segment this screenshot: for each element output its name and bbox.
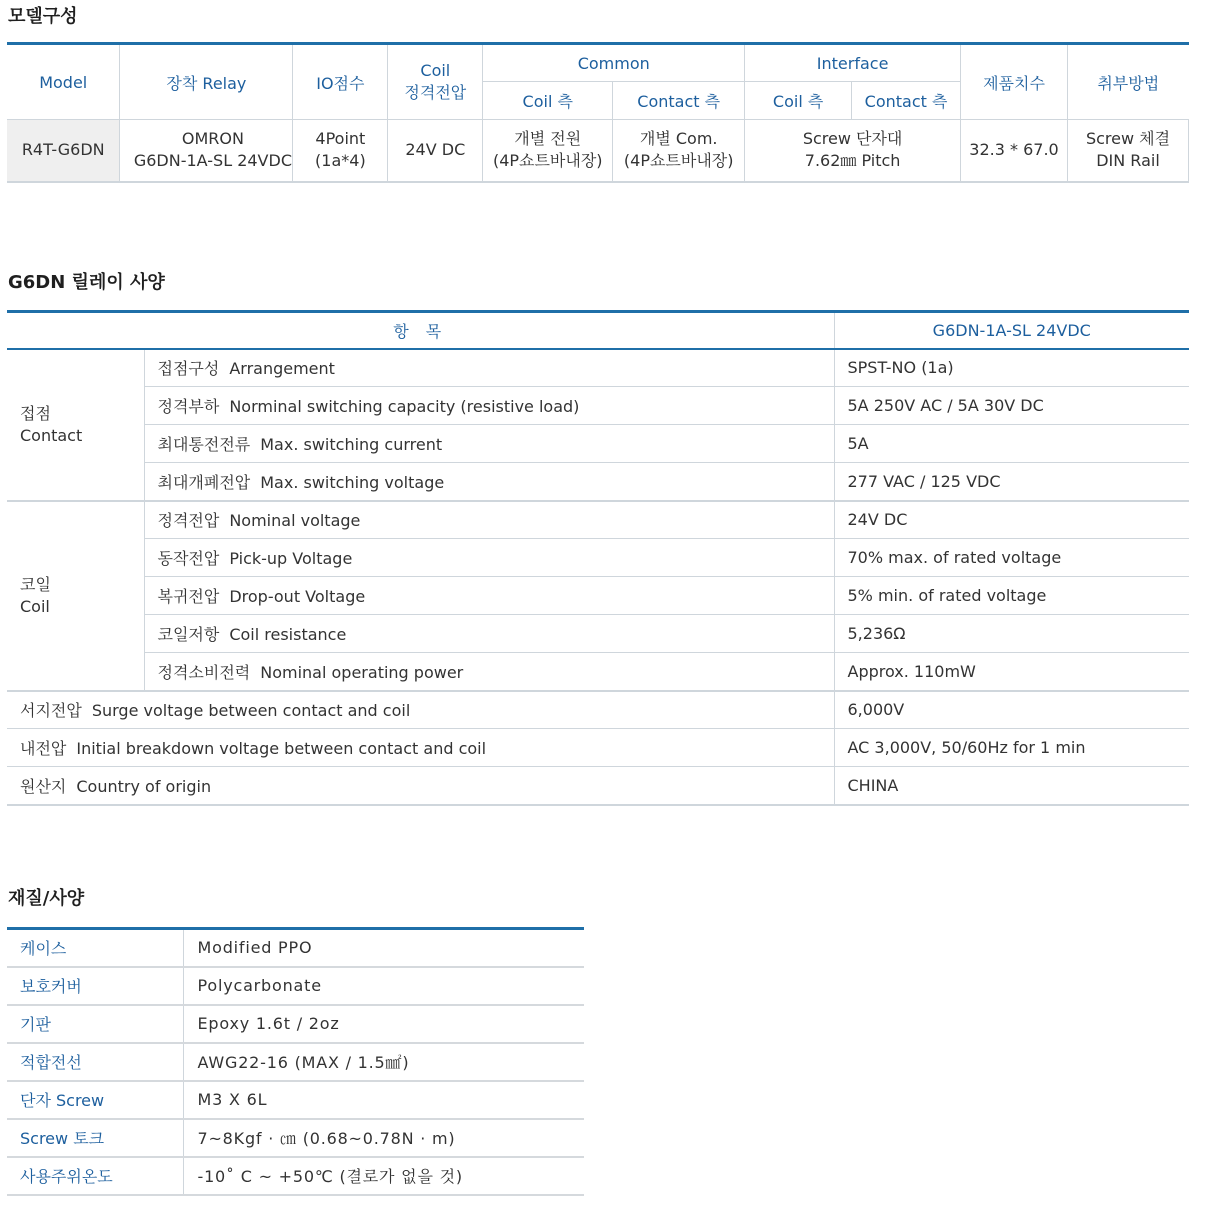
material-key: 단자 Screw — [7, 1081, 183, 1119]
spec-row — [7, 539, 1189, 577]
spec-item — [7, 767, 834, 805]
material-value: Epoxy 1.6t / 2oz — [183, 1005, 584, 1043]
group-coil-en: Coil — [20, 596, 50, 616]
common-contact-line2: (4P쇼트바내장) — [623, 151, 734, 171]
spec-item-ko: 내전압 — [20, 739, 67, 758]
material-value: -10˚ C ~ +50℃ (결로가 없을 것) — [183, 1157, 584, 1195]
material-row — [7, 929, 584, 967]
spec-row — [7, 767, 1189, 805]
spec-row — [7, 691, 1189, 729]
spec-item-ko: 정격부하 — [157, 397, 220, 416]
spec-row — [7, 425, 1189, 463]
header-common: Common — [483, 44, 745, 82]
model-table — [7, 42, 1189, 183]
group-contact-en: Contact — [20, 425, 83, 445]
spec-row — [7, 729, 1189, 767]
material-row — [7, 1043, 584, 1081]
size-value: 32.3 * 67.0 — [961, 120, 1068, 182]
spec-section-title: G6DN 릴레이 사양 — [8, 272, 165, 293]
spec-row — [7, 349, 1189, 387]
spec-item-ko: 코일저항 — [157, 625, 220, 644]
spec-item — [7, 691, 834, 729]
spec-header-item: 항 목 — [7, 312, 834, 349]
spec-item-en: Country of origin — [76, 776, 212, 796]
material-value: Polycarbonate — [183, 967, 584, 1005]
material-row — [7, 1119, 584, 1157]
spec-item-en: Pick-up Voltage — [229, 549, 353, 568]
material-value: Modified PPO — [183, 929, 584, 967]
material-row — [7, 1081, 584, 1119]
header-interface: Interface — [745, 44, 961, 82]
material-row — [7, 1157, 584, 1195]
spec-item-en: Nominal operating power — [260, 662, 464, 682]
common-contact-cell — [613, 120, 745, 182]
header-coil-voltage — [388, 44, 483, 120]
spec-value: Approx. 110mW — [834, 653, 1189, 691]
relay-maker: OMRON — [181, 129, 244, 149]
spec-item-en: Drop-out Voltage — [229, 587, 366, 606]
spec-item — [144, 387, 834, 425]
material-key: 보호커버 — [7, 967, 183, 1005]
header-mount: 취부방법 — [1067, 44, 1188, 120]
material-key: 기판 — [7, 1005, 183, 1043]
spec-item-ko: 접점구성 — [157, 359, 220, 379]
material-row — [7, 967, 584, 1005]
spec-item — [144, 539, 834, 577]
spec-row — [7, 501, 1189, 539]
io-points: 4Point — [315, 129, 366, 149]
model-row — [7, 120, 1189, 182]
coil-voltage-value: 24V DC — [388, 120, 483, 182]
relay-part: G6DN-1A-SL 24VDC — [133, 151, 292, 171]
spec-value: 24V DC — [834, 501, 1189, 539]
header-model: Model — [7, 44, 120, 120]
header-coil-top: Coil — [420, 61, 451, 80]
spec-item-en: Coil resistance — [229, 625, 347, 644]
header-relay: 장착 Relay — [120, 44, 293, 120]
material-key: 사용주위온도 — [7, 1157, 183, 1195]
material-key: 적합전선 — [7, 1043, 183, 1081]
model-section-title: 모델구성 — [8, 6, 78, 27]
spec-header-value: G6DN-1A-SL 24VDC — [834, 312, 1189, 349]
mount-cell — [1067, 120, 1188, 182]
spec-value: CHINA — [834, 767, 1189, 805]
common-coil-line1: 개별 전원 — [514, 129, 582, 149]
spec-item-ko: 동작전압 — [157, 549, 220, 568]
spec-value: AC 3,000V, 50/60Hz for 1 min — [834, 729, 1189, 767]
header-interface-contact: Contact 측 — [852, 82, 961, 120]
spec-item — [144, 463, 834, 501]
spec-table — [7, 310, 1189, 806]
group-coil-ko: 코일 — [20, 574, 51, 594]
material-value: 7~8Kgf · ㎝ (0.68~0.78N · m) — [183, 1119, 584, 1157]
spec-item-en: Arrangement — [229, 359, 335, 379]
common-coil-line2: (4P쇼트바내장) — [492, 151, 603, 171]
material-section-title: 재질/사양 — [8, 888, 85, 909]
spec-value: 5,236Ω — [834, 615, 1189, 653]
group-contact — [7, 349, 144, 501]
common-coil-cell — [483, 120, 613, 182]
common-contact-line1: 개별 Com. — [639, 129, 718, 149]
spec-item-ko: 원산지 — [20, 776, 67, 796]
spec-item-ko: 정격소비전력 — [157, 662, 251, 682]
spec-value: 6,000V — [834, 691, 1189, 729]
spec-value: SPST-NO (1a) — [834, 349, 1189, 387]
spec-item — [144, 349, 834, 387]
spec-item-en: Max. switching current — [260, 435, 443, 454]
material-key: Screw 토크 — [7, 1119, 183, 1157]
spec-item — [144, 653, 834, 691]
spec-row — [7, 463, 1189, 501]
material-key: 케이스 — [7, 929, 183, 967]
header-coil-bottom: 정격전압 — [404, 83, 467, 102]
model-name: R4T-G6DN — [7, 120, 120, 182]
spec-item-en: Nominal voltage — [229, 511, 361, 531]
spec-row — [7, 615, 1189, 653]
spec-item-en: Surge voltage between contact and coil — [91, 701, 411, 721]
spec-row — [7, 577, 1189, 615]
spec-item-ko: 최대통전전류 — [157, 435, 251, 454]
spec-item-en: Norminal switching capacity (resistive load) — [229, 397, 580, 416]
header-common-coil: Coil 측 — [483, 82, 613, 120]
spec-value: 277 VAC / 125 VDC — [834, 463, 1189, 501]
header-io: IO점수 — [293, 44, 388, 120]
spec-item-ko: 정격전압 — [157, 511, 220, 531]
mount-line2: DIN Rail — [1096, 151, 1160, 171]
spec-item-en: Initial breakdown voltage between contact and coil — [76, 739, 487, 758]
spec-row — [7, 387, 1189, 425]
spec-item-ko: 최대개폐전압 — [157, 472, 251, 492]
material-value: M3 X 6L — [183, 1081, 584, 1119]
header-size: 제품치수 — [961, 44, 1068, 120]
interface-line1: Screw 단자대 — [802, 129, 903, 149]
spec-item-ko: 서지전압 — [20, 701, 82, 721]
spec-item — [144, 425, 834, 463]
spec-value: 70% max. of rated voltage — [834, 539, 1189, 577]
spec-item — [144, 577, 834, 615]
io-cell — [293, 120, 388, 182]
material-value: AWG22-16 (MAX / 1.5㎟) — [183, 1043, 584, 1081]
header-common-contact: Contact 측 — [613, 82, 745, 120]
io-config: (1a*4) — [315, 151, 366, 171]
spec-item — [7, 729, 834, 767]
material-row — [7, 1005, 584, 1043]
mount-line1: Screw 체결 — [1085, 129, 1171, 149]
spec-value: 5A 250V AC / 5A 30V DC — [834, 387, 1189, 425]
group-coil — [7, 501, 144, 691]
material-table — [7, 927, 584, 1196]
header-interface-coil: Coil 측 — [745, 82, 852, 120]
group-contact-ko: 접점 — [20, 403, 51, 423]
relay-cell — [120, 120, 293, 182]
spec-value: 5% min. of rated voltage — [834, 577, 1189, 615]
spec-value: 5A — [834, 425, 1189, 463]
spec-item — [144, 615, 834, 653]
spec-item — [144, 501, 834, 539]
interface-line2: 7.62㎜ Pitch — [804, 151, 901, 171]
spec-item-ko: 복귀전압 — [157, 587, 220, 606]
spec-row — [7, 653, 1189, 691]
spec-item-en: Max. switching voltage — [260, 472, 445, 492]
interface-cell — [745, 120, 961, 182]
